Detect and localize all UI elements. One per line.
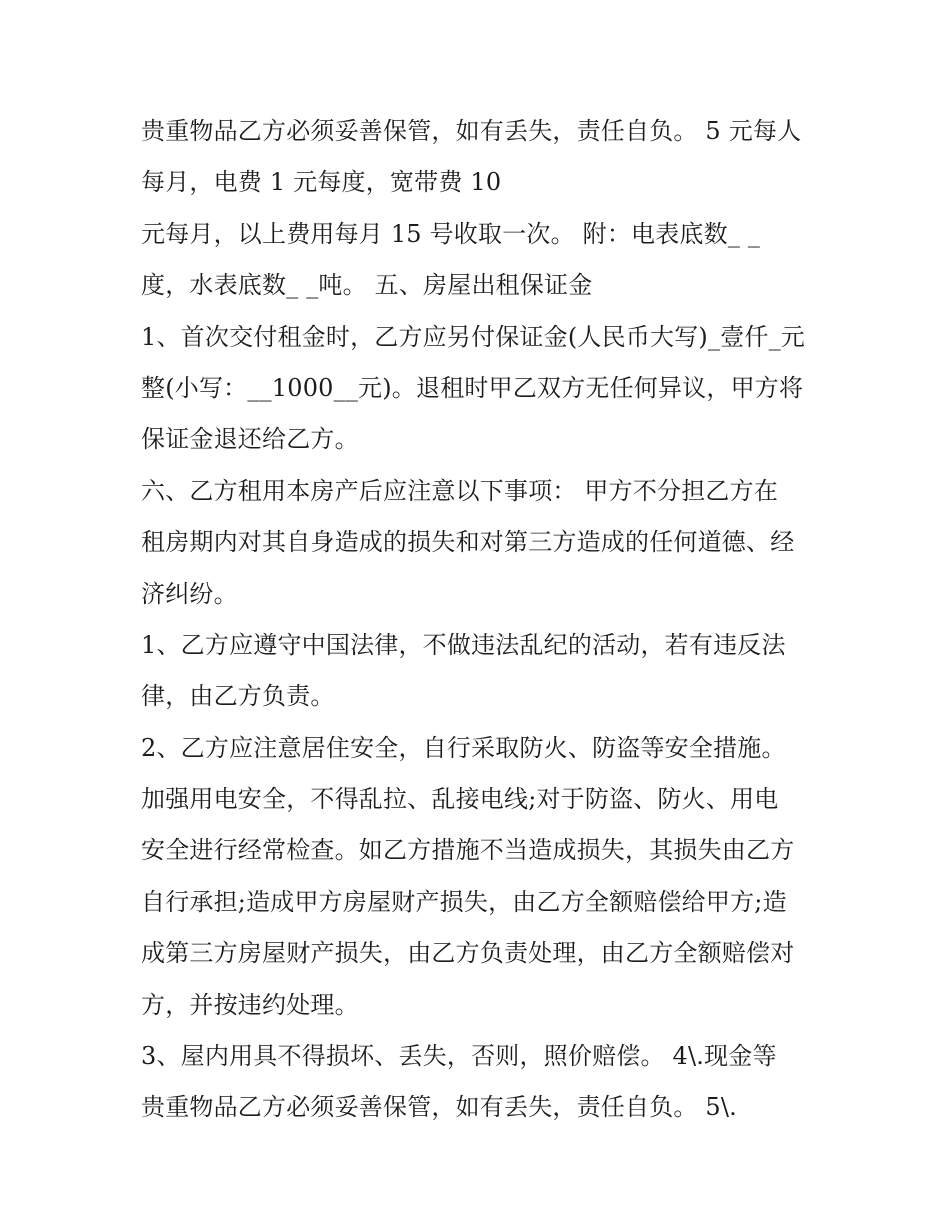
text-line: 整(小写：__1000__元)。退租时甲乙双方无任何异议，甲方将	[141, 373, 804, 402]
text-line: 3、屋内用具不得损坏、丢失，否则，照价赔偿。 4\.现金等	[141, 1042, 777, 1071]
text-line: 2、乙方应注意居住安全，自行采取防火、防盗等安全措施。	[141, 733, 786, 762]
text-line: 成第三方房屋财产损失，由乙方负责处理，由乙方全额赔偿对	[141, 939, 795, 968]
text-line: 济纠纷。	[141, 579, 238, 608]
text-line: 1、首次交付租金时，乙方应另付保证金(人民币大写)_壹仟_元	[141, 322, 805, 351]
text-line: 六、乙方租用本房产后应注意以下事项： 甲方不分担乙方在	[141, 476, 779, 505]
text-line: 自行承担;造成甲方房屋财产损失，由乙方全额赔偿给甲方;造	[141, 887, 787, 916]
text-line: 方，并按违约处理。	[141, 990, 359, 1019]
text-line: 1、乙方应遵守中国法律，不做违法乱纪的活动，若有违反法	[141, 630, 786, 659]
text-line: 安全进行经常检查。如乙方措施不当造成损失，其损失由乙方	[141, 836, 795, 865]
document-body	[141, 106, 821, 1134]
text-line: 加强用电安全，不得乱拉、乱接电线;对于防盗、防火、用电	[141, 785, 779, 814]
text-line: 租房期内对其自身造成的损失和对第三方造成的任何道德、经	[141, 528, 795, 557]
text-line: 元每月，以上费用每月 15 号收取一次。 附：电表底数_ _	[141, 219, 761, 248]
text-line: 律，由乙方负责。	[141, 682, 335, 711]
text-line: 每月，电费 1 元每度，宽带费 10	[141, 168, 502, 197]
text-line: 贵重物品乙方必须妥善保管，如有丢失，责任自负。 5\.	[141, 1093, 738, 1122]
text-line: 保证金退还给乙方。	[141, 425, 359, 454]
text-line: 贵重物品乙方必须妥善保管，如有丢失，责任自负。 5 元每人	[141, 117, 802, 145]
text-line: 度，水表底数_ _吨。 五、房屋出租保证金	[141, 271, 593, 300]
